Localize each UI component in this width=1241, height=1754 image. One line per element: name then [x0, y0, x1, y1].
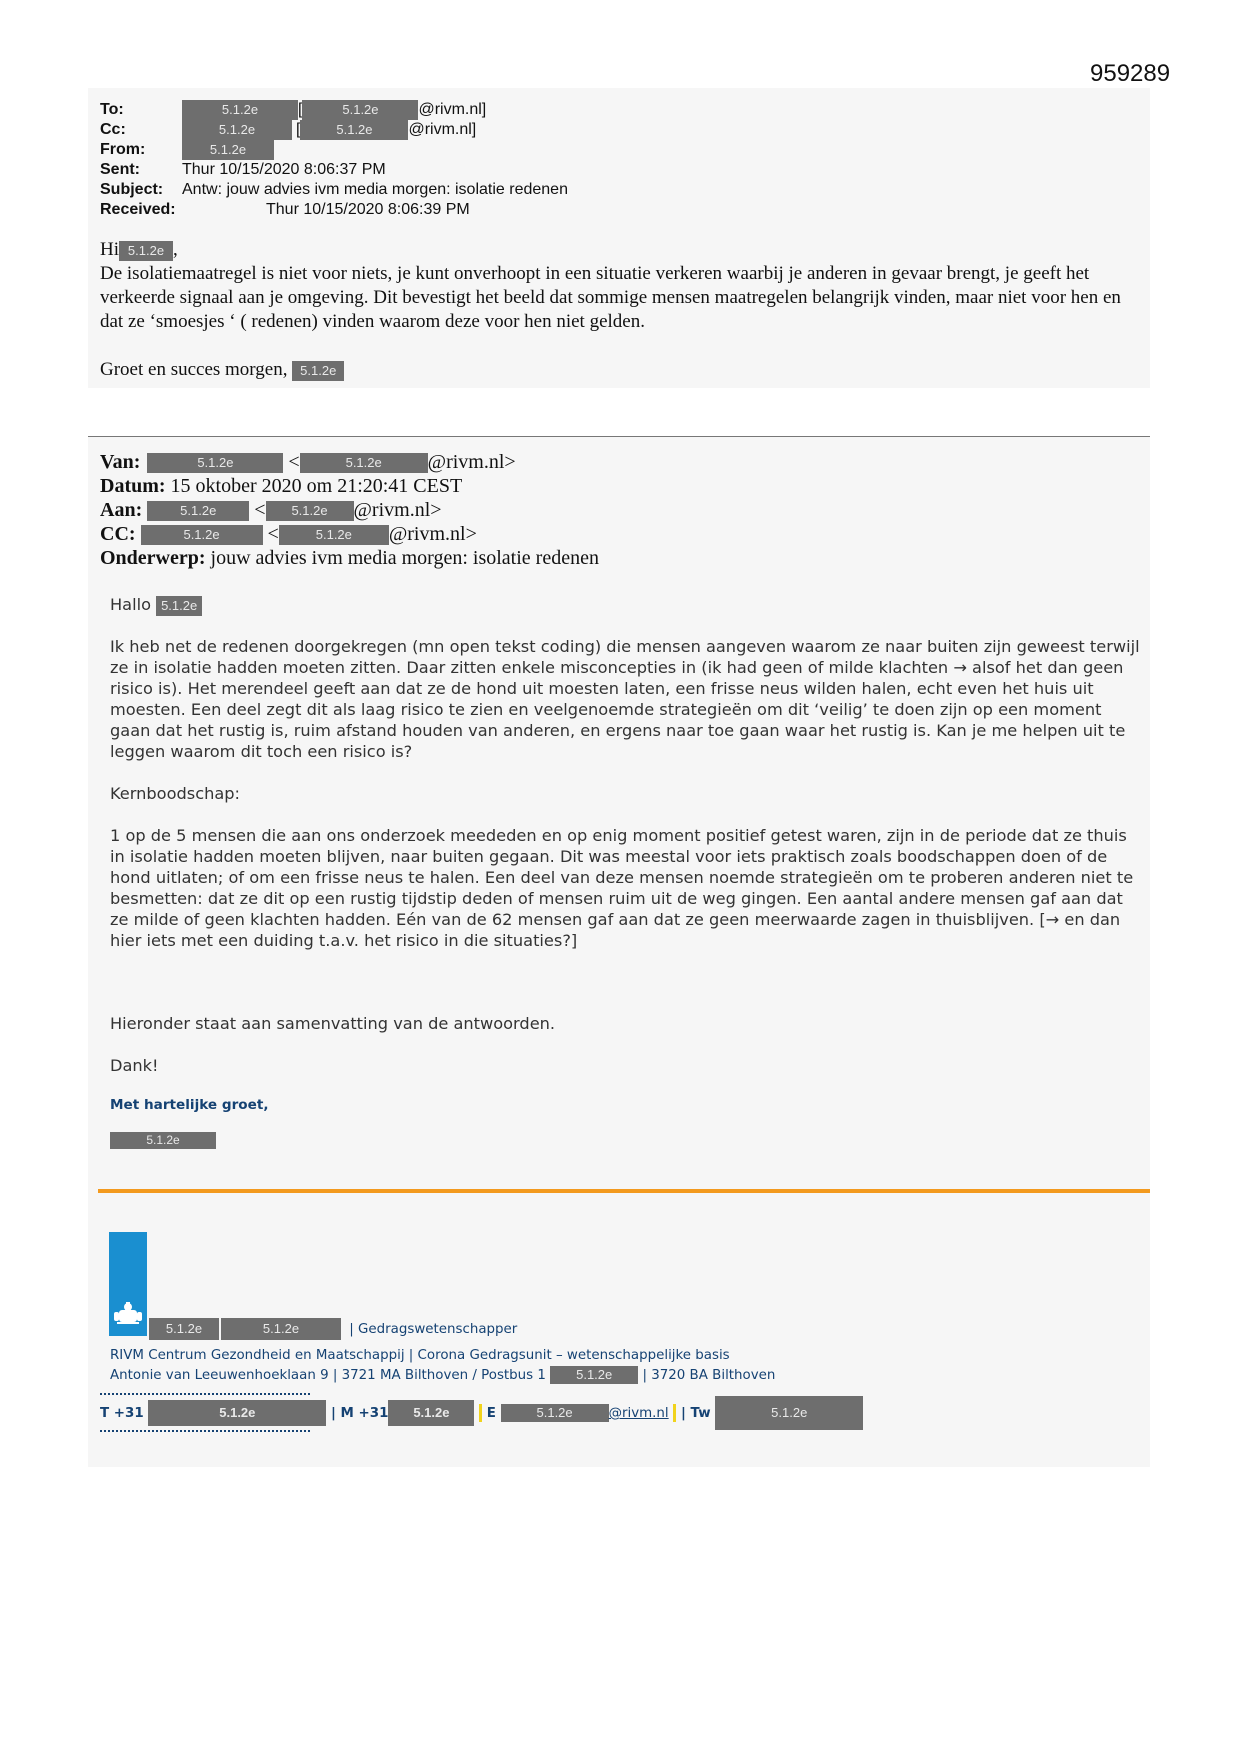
- onderwerp-value: jouw advies ivm media morgen: isolatie redenen: [210, 547, 599, 569]
- redaction: 5.1.2e: [302, 100, 418, 120]
- onderwerp-label: Onderwerp:: [100, 547, 206, 569]
- fwd-onderwerp-row: [100, 546, 599, 570]
- redaction: 5.1.2e: [149, 1318, 219, 1340]
- dotted-divider-top: [100, 1393, 310, 1395]
- to-label: To:: [100, 101, 124, 118]
- datum-label: Datum:: [100, 475, 166, 497]
- redaction: 5.1.2e: [147, 453, 283, 473]
- aan-label: Aan:: [100, 499, 143, 521]
- message-greeting: Hallo 5.1.2e: [110, 594, 1140, 616]
- redaction: 5.1.2e: [182, 120, 292, 140]
- datum-value: 15 oktober 2020 om 21:20:41 CEST: [170, 475, 463, 497]
- rijksoverheid-logo: [109, 1232, 147, 1336]
- regards-text: Met hartelijke groet,: [110, 1097, 269, 1113]
- redaction: 5.1.2e: [147, 501, 249, 521]
- redaction: 5.1.2e: [266, 501, 354, 521]
- signature-org: RIVM Centrum Gezondheid en Maatschappij | Corona Gedragsunit – wetenschappelijke basis: [110, 1348, 730, 1363]
- crest-icon: [109, 1232, 147, 1336]
- fwd-van-row: Van: 5.1.2e < 5.1.2e @rivm.nl>: [100, 451, 516, 473]
- thanks-text: Dank!: [110, 1056, 159, 1075]
- redaction: 5.1.2e: [221, 1318, 341, 1340]
- redaction: 5.1.2e: [292, 361, 344, 381]
- subject-label: Subject:: [100, 181, 164, 198]
- email-link[interactable]: @rivm.nl: [608, 1406, 669, 1421]
- fwd-cc-row: CC: 5.1.2e < 5.1.2e @rivm.nl>: [100, 523, 477, 545]
- reply-closing: Groet en succes morgen, 5.1.2e: [100, 358, 1130, 382]
- from-label: From:: [100, 141, 146, 158]
- mobile-label: | M +31: [331, 1406, 389, 1421]
- phone-label: T +31: [100, 1406, 144, 1421]
- reply-greeting: Hi 5.1.2e ,: [100, 239, 178, 260]
- yellow-separator: [673, 1404, 676, 1422]
- message-paragraph-2: 1 op de 5 mensen die aan ons onderzoek meededen en op enig moment positief getest waren, zijn in de periode dat ze thuis in isolatie hadden moeten blijven, naar buiten gegaan. Dit was meestal voor iets praktisch zoals boodschappen doen of de hond uitlaten; of om een frisse neus te halen. Een deel van deze mensen noemde strategieën om te proberen anderen niet te besmetten: dat ze dit op een rustig tijdstip deden of mensen ruim uit de weg gingen. Een aantal andere mensen gaf aan dat ze milde of geen klachten hadden. Eén van de 62 mensen gaf aan dat ze geen meerwaarde zagen in thuisblijven. [→ en dan hier iets met een duiding t.a.v. het risico in die situaties?]: [110, 826, 1134, 950]
- reply-paragraph: De isolatiemaatregel is niet voor niets, je kunt onverhoopt in een situatie verkeren waarbij je anderen in gevaar brengt, je geeft het verkeerde signaal aan je omgeving. Dit bevestigt het beeld dat sommige mensen maatregelen belangrijk vinden, maar niet voor hen en dat ze ‘smoesjes ‘ ( redenen) vinden waarom deze voor hen niet gelden.: [100, 263, 1121, 332]
- signature-address: Antonie van Leeuwenhoeklaan 9 | 3721 MA Bilthoven / Postbus 1 5.1.2e | 3720 BA Bilthoven: [110, 1367, 776, 1383]
- van-email-suffix: @rivm.nl>: [427, 451, 516, 473]
- fwd-datum-row: [100, 474, 462, 498]
- message-paragraph-1: Ik heb net de redenen doorgekregen (mn open tekst coding) die mensen aangeven waarom ze naar buiten zijn geweest terwijl ze in isolatie hadden moeten zitten. Daar zitten enkele misconcepties in (ik had geen of milde klachten → alsof het dan geen risico is). Het merendeel geeft aan dat ze de hond uit moesten laten, een frisse neus wilden halen, echt even het huis uit moesten. Een deel zegt dit als laag risico te zien en veelgenoemde strategieën om dit ‘veilig’ te doen zijn op een moment gaan dat het rustig is, ruim afstand houden van anderen, en ergens naar toe gaan waar het rustig is. Kan je me helpen uit te leggen waarom dit toch een risico is?: [110, 637, 1140, 761]
- redaction: 5.1.2e: [110, 1132, 216, 1149]
- cc-label: CC:: [100, 523, 136, 545]
- redaction: 5.1.2e: [182, 100, 298, 120]
- forwarded-message-block: [88, 437, 1150, 1467]
- sender-name-redaction: [110, 1132, 216, 1150]
- received-value: Thur 10/15/2020 8:06:39 PM: [266, 201, 470, 218]
- redaction: 5.1.2e: [300, 120, 408, 140]
- signature-divider: [98, 1189, 1150, 1193]
- to-email-suffix: @rivm.nl]: [418, 101, 487, 119]
- redaction: 5.1.2e: [388, 1400, 474, 1426]
- cc-email-suffix: @rivm.nl]: [408, 121, 477, 139]
- twitter-label: | Tw: [680, 1406, 711, 1421]
- redaction: 5.1.2e: [715, 1396, 863, 1430]
- cc-label: Cc:: [100, 121, 126, 138]
- email-label: E: [486, 1406, 496, 1421]
- signature-contact-row: [100, 1396, 863, 1430]
- aan-email-suffix: @rivm.nl>: [353, 499, 442, 521]
- sent-label: Sent:: [100, 161, 140, 178]
- received-label: Received:: [100, 201, 176, 218]
- signature-role: | Gedragswetenschapper: [349, 1322, 518, 1337]
- cc-email-suffix: @rivm.nl>: [388, 523, 477, 545]
- redaction: 5.1.2e: [550, 1366, 638, 1384]
- message-paragraph-3: Hieronder staat aan samenvatting van de antwoorden.: [110, 1014, 556, 1033]
- fwd-aan-row: Aan: 5.1.2e < 5.1.2e @rivm.nl>: [100, 499, 442, 521]
- redaction: 5.1.2e: [119, 241, 173, 261]
- sent-value: Thur 10/15/2020 8:06:37 PM: [182, 161, 386, 178]
- kernboodschap-label: Kernboodschap:: [110, 784, 240, 803]
- redaction: 5.1.2e: [156, 596, 202, 616]
- redaction: 5.1.2e: [148, 1400, 326, 1426]
- redaction: 5.1.2e: [279, 525, 389, 545]
- redaction: 5.1.2e: [501, 1404, 609, 1422]
- redaction: 5.1.2e: [300, 453, 428, 473]
- van-label: Van:: [100, 451, 141, 473]
- document-id: 959289: [1090, 60, 1171, 87]
- redaction: 5.1.2e: [141, 525, 263, 545]
- redaction: 5.1.2e: [182, 140, 274, 160]
- signature-name-row: [149, 1318, 517, 1340]
- subject-value: Antw: jouw advies ivm media morgen: isolatie redenen: [182, 181, 568, 198]
- yellow-separator: [479, 1404, 482, 1422]
- dotted-divider-bottom: [100, 1430, 310, 1432]
